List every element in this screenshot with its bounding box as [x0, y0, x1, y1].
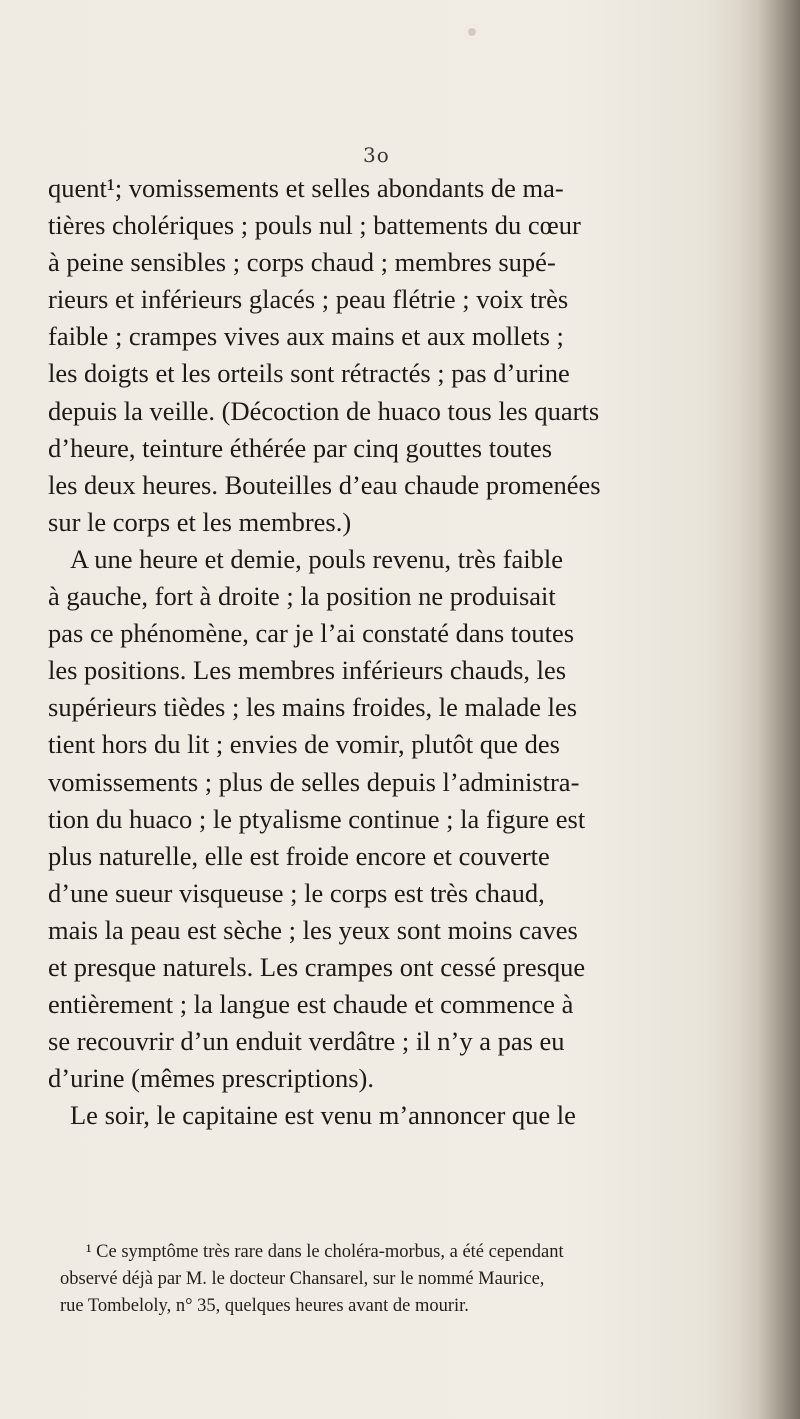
text-line: se recouvrir d’un enduit verdâtre ; il n’y a pas eu	[48, 1026, 565, 1057]
text-line: d’une sueur visqueuse ; le corps est très chaud,	[48, 877, 545, 908]
text-line: les positions. Les membres inférieurs chauds, les	[48, 655, 567, 686]
paragraph-start-line: Le soir, le capitaine est venu m’annoncer que le	[70, 1100, 576, 1131]
text-line: d’heure, teinture éthérée par cinq gouttes toutes	[48, 432, 553, 463]
text-line: sur le corps et les membres.)	[48, 506, 352, 537]
text-line: tières cholériques ; pouls nul ; battements du cœur	[48, 210, 581, 241]
text-line: et presque naturels. Les crampes ont cessé presque	[48, 951, 586, 982]
page-number: 3o	[363, 143, 390, 167]
text-line: tion du huaco ; le ptyalisme continue ; la figure est	[48, 803, 586, 834]
text-line: à peine sensibles ; corps chaud ; membres supé-	[48, 247, 556, 278]
text-line: faible ; crampes vives aux mains et aux mollets ;	[48, 321, 564, 352]
text-line: vomissements ; plus de selles depuis l’administra-	[48, 766, 580, 797]
text-line: quent¹; vomissements et selles abondants de ma-	[48, 173, 564, 203]
text-line: les doigts et les orteils sont rétractés ; pas d’urine	[48, 358, 570, 389]
text-line: d’urine (mêmes prescriptions).	[48, 1063, 374, 1094]
body-text	[48, 170, 748, 1134]
text-line: tient hors du lit ; envies de vomir, plutôt que des	[48, 729, 560, 760]
text-line: rieurs et inférieurs glacés ; peau flétrie ; voix très	[48, 284, 569, 315]
text-line: entièrement ; la langue est chaude et commence à	[48, 989, 574, 1020]
footnote-line: observé déjà par M. le docteur Chansarel, sur le nommé Maurice,	[60, 1269, 545, 1289]
footnote-line: ¹ Ce symptôme très rare dans le choléra-morbus, a été cependant	[86, 1242, 564, 1262]
paper-spot	[468, 28, 476, 36]
paragraph-start-line: A une heure et demie, pouls revenu, très faible	[70, 543, 564, 574]
text-line: les deux heures. Bouteilles d’eau chaude promenées	[48, 469, 601, 500]
text-line: depuis la veille. (Décoction de huaco tous les quarts	[48, 395, 600, 426]
text-line: à gauche, fort à droite ; la position ne produisait	[48, 581, 556, 612]
footnote	[60, 1239, 760, 1320]
text-line: pas ce phénomène, car je l’ai constaté dans toutes	[48, 618, 575, 649]
text-line: supérieurs tièdes ; les mains froides, le malade les	[48, 692, 578, 723]
text-line: plus naturelle, elle est froide encore et couverte	[48, 840, 550, 871]
footnote-line: rue Tombeloly, n° 35, quelques heures avant de mourir.	[60, 1296, 469, 1316]
text-line: mais la peau est sèche ; les yeux sont moins caves	[48, 914, 578, 945]
